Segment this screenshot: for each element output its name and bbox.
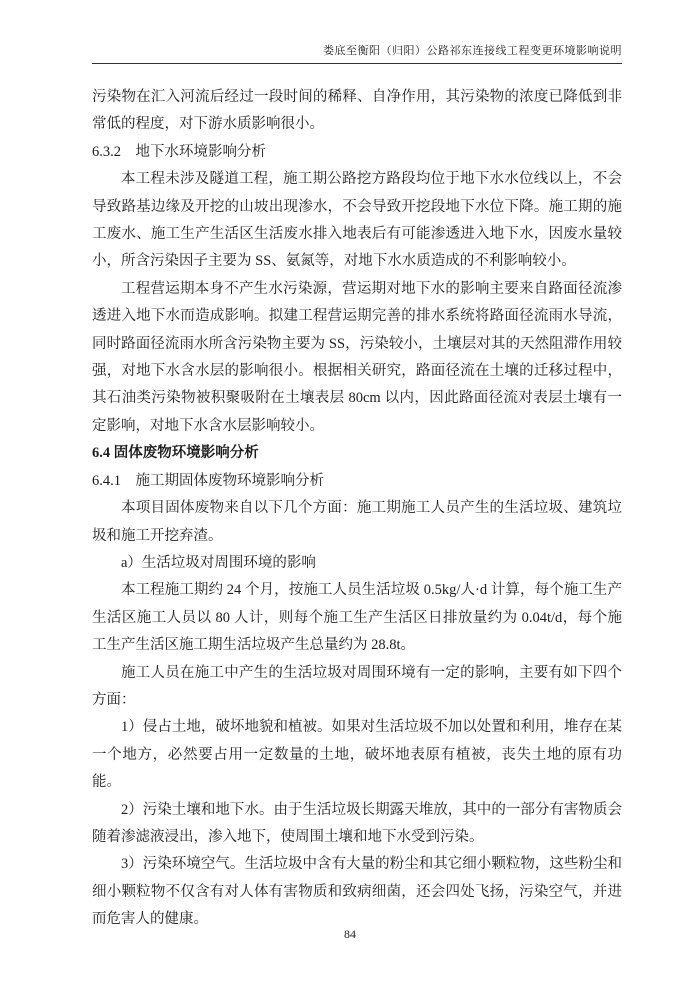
section-heading-6-3-2: 6.3.2 地下水环境影响分析 — [92, 143, 266, 160]
list-item-2-soil-groundwater-pollution: 2）污染土壤和地下水。由于生活垃圾长期露天堆放，其中的一部分有害物质会随着渗滤液浸出，渗入地下，使周围土壤和地下水受到污染。 — [92, 801, 622, 845]
section-heading-6-4: 6.4 固体废物环境影响分析 — [92, 445, 259, 462]
paragraph-operation-groundwater: 工程营运期本身不产生水污染源，营运期对地下水的影响主要来自路面径流渗透进入地下水而造成影响。拟建工程营运期完善的排水系统将路面径流雨水导流，同时路面径流雨水所含污染物主要为 SS，污染较小，土壤层对其的天然阻滞作用较强，对地下水含水层的影响很小。根据相关研究，路面径流在土壤的迁移过程中，其石油类污染物被积聚吸附在土壤表层 80cm 以内，因此路面径流对表层土壤有一定影响，对地下水含水层影响较小。 — [92, 280, 622, 434]
list-item-3-air-pollution: 3）污染环境空气。生活垃圾中含有大量的粉尘和其它细小颗粒物，这些粉尘和细小颗粒物不仅含有对人体有害物质和致病细菌，还会四处飞扬，污染空气，并进而危害人的健康。 — [92, 856, 622, 928]
document-body — [92, 84, 622, 934]
paragraph-garbage-impact-intro: 施工人员在施工中产生的生活垃圾对周围环境有一定的影响，主要有如下四个方面： — [92, 664, 622, 708]
paragraph-construction-groundwater: 本工程未涉及隧道工程，施工期公路挖方路段均位于地下水水位线以上，不会导致路基边缘及开挖的山坡出现渗水，不会导致开挖段地下水位下降。施工期的施工废水、施工生产生活区生活废水排入地表后有可能渗透进入地下水，因废水量较小，所含污染因子主要为 SS、氨氮等，对地下水水质造成的不利影响较小。 — [92, 171, 622, 270]
list-item-1-land-occupation: 1）侵占土地，破坏地貌和植被。如果对生活垃圾不加以处置和利用，堆存在某一个地方，必然要占用一定数量的土地，破坏地表原有植被，丧失土地的原有功能。 — [92, 719, 622, 791]
running-header: 娄底至衡阳（归阳）公路祁东连接线工程变更环境影响说明 — [92, 42, 622, 64]
paragraph-continuation: 污染物在汇入河流后经过一段时间的稀释、自净作用，其污染物的浓度已降低到非常低的程度，对下游水质影响很小。 — [92, 89, 622, 133]
page-number: 84 — [344, 927, 356, 941]
paragraph-garbage-calculation: 本工程施工期约 24 个月，按施工人员生活垃圾 0.5kg/人·d 计算，每个施工生产生活区施工人员以 80 人计，则每个施工生产生活区日排放量约为 0.04t/d，每个施工生产生活区施工期生活垃圾产生总量约为 28.8t。 — [92, 582, 622, 654]
subheading-item-a: a）生活垃圾对周围环境的影响 — [121, 554, 316, 571]
section-heading-6-4-1: 6.4.1 施工期固体废物环境影响分析 — [92, 472, 324, 489]
paragraph-solid-waste-sources: 本项目固体废物来自以下几个方面：施工期施工人员产生的生活垃圾、建筑垃圾和施工开挖弃渣。 — [92, 500, 622, 544]
